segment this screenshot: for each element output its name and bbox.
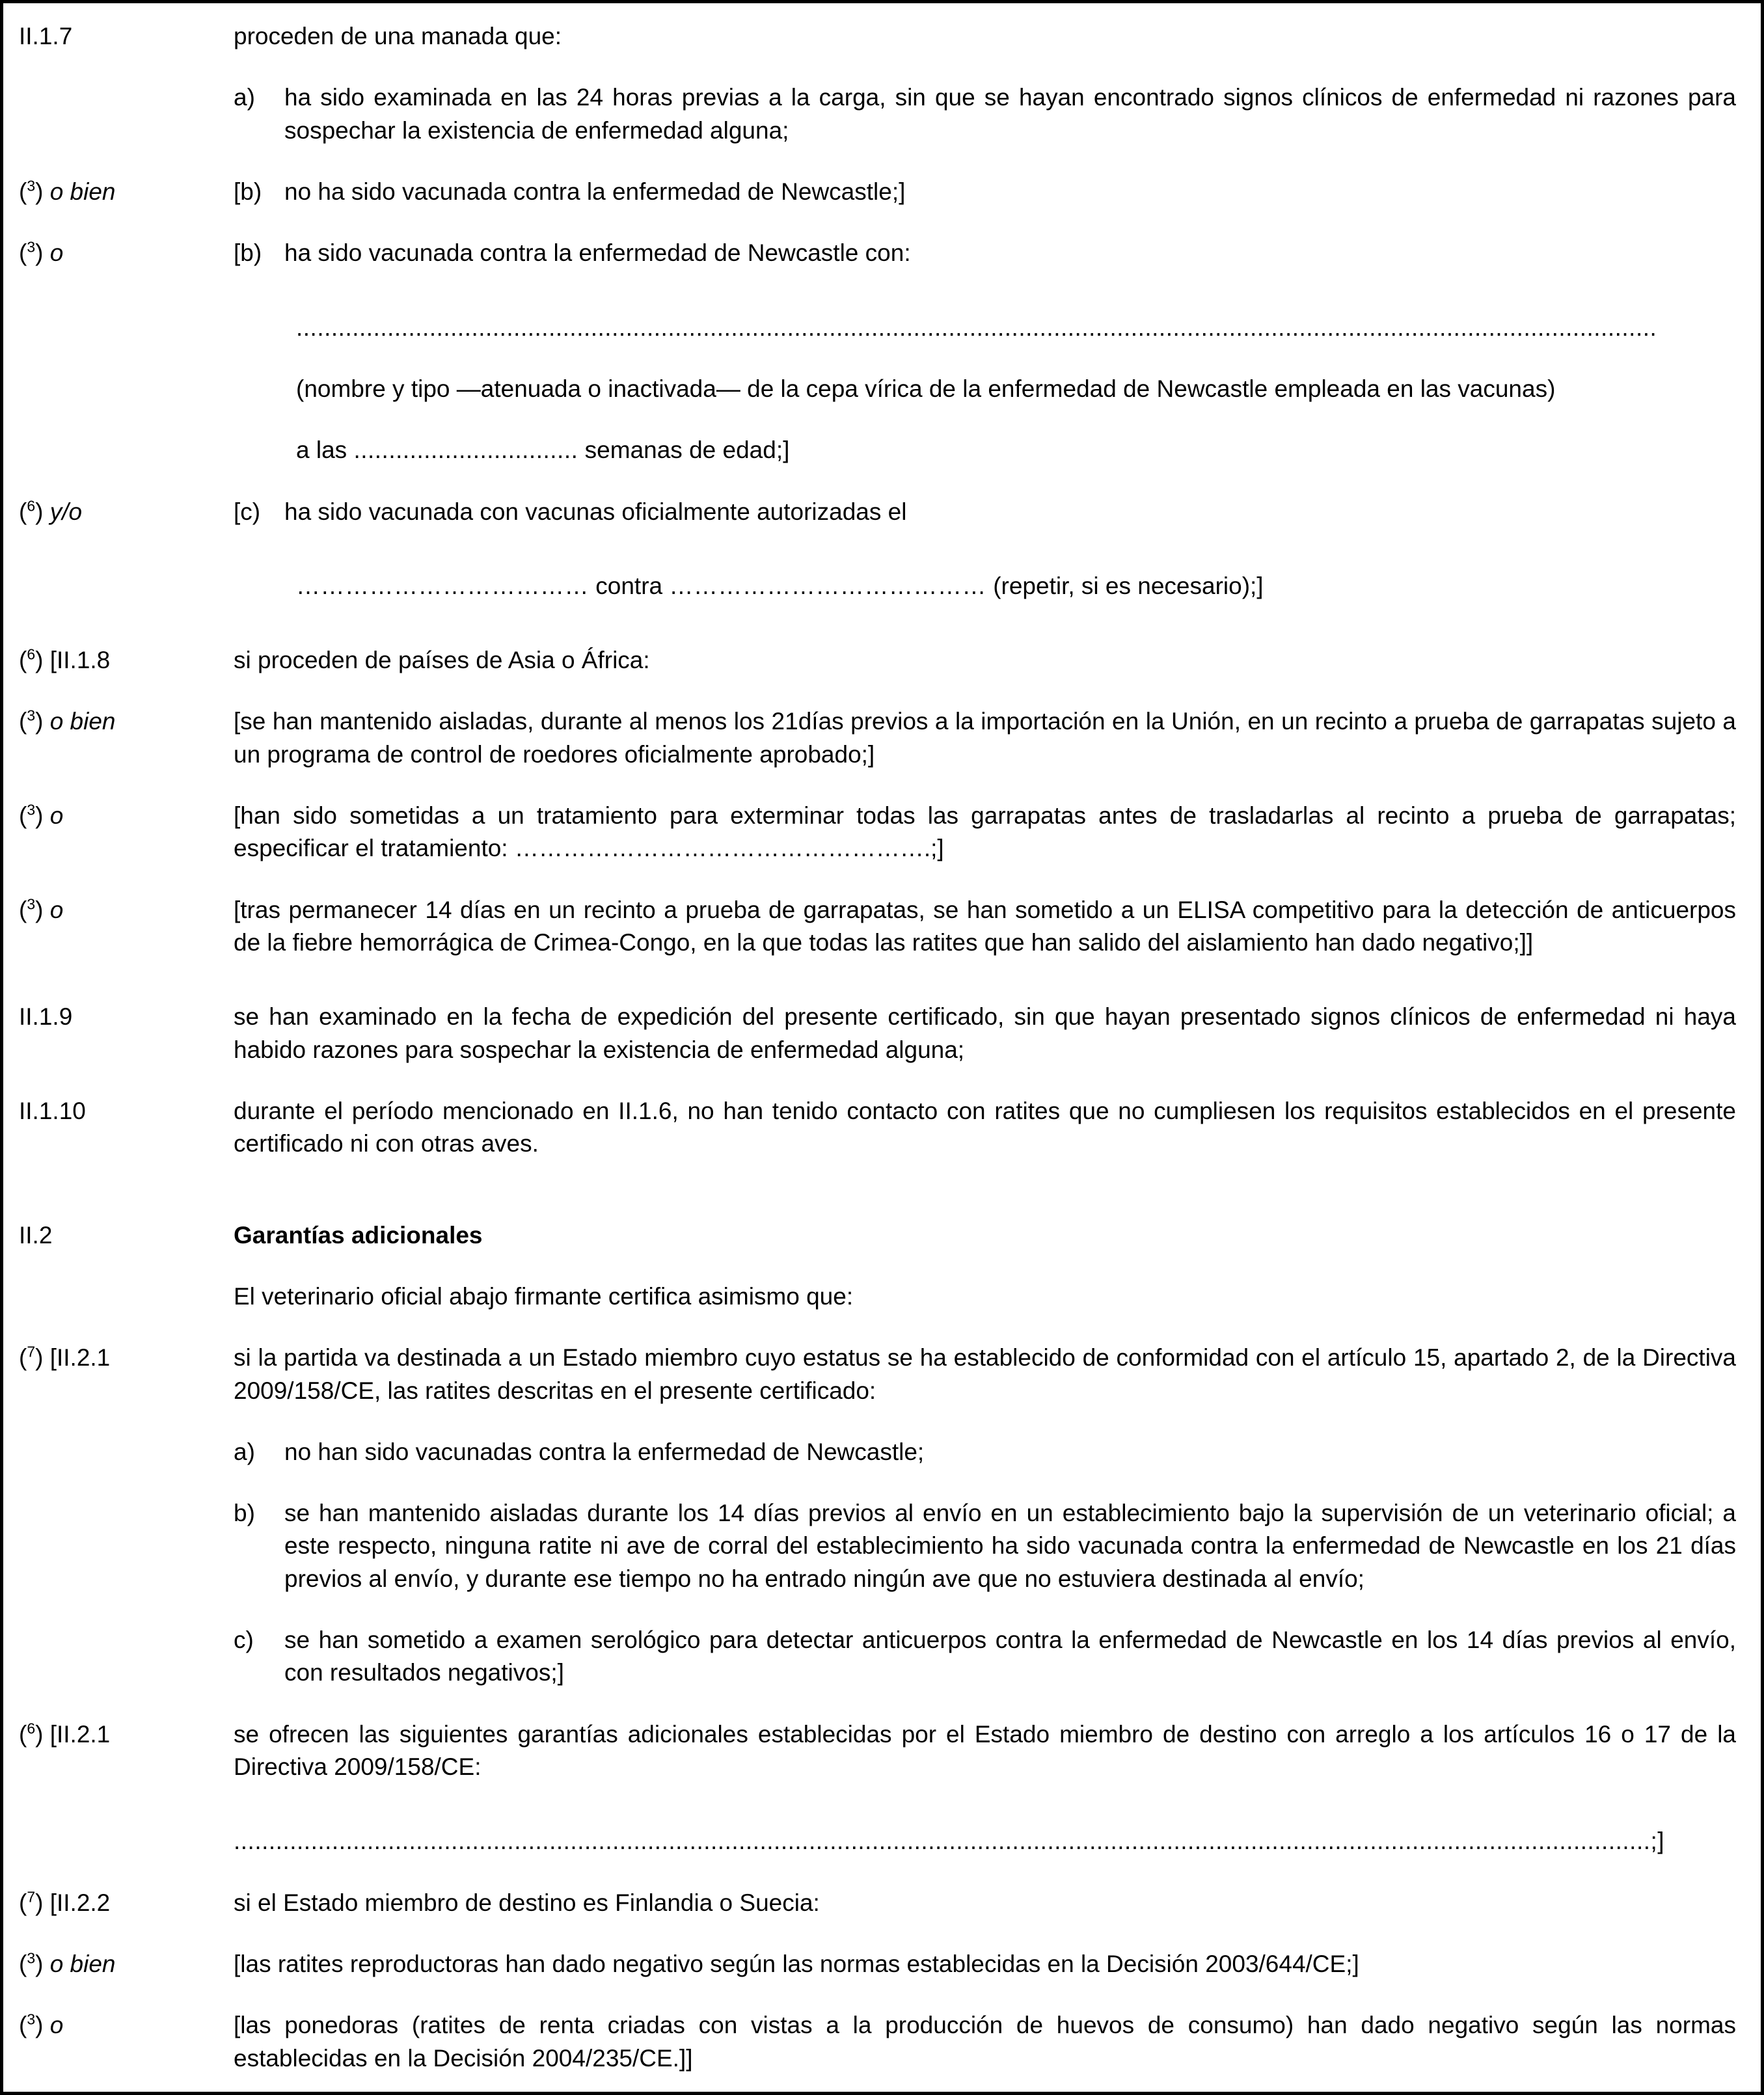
sub-item-marker-c: [c) bbox=[234, 498, 261, 525]
clause-text-ii-2-2: si el Estado miembro de destino es Finlandia o Suecia: bbox=[234, 1889, 820, 1916]
sub-item-b bbox=[234, 237, 1736, 269]
footnote-ref: 6 bbox=[27, 497, 36, 515]
clause-label-ii-1-10 bbox=[19, 1095, 234, 1128]
clause-row-ii-1-8-o-elisa bbox=[19, 894, 1737, 960]
sub-item-a bbox=[234, 81, 1736, 147]
clause-text-ii-2-2-o-bien: [las ratites reproductoras han dado negativo según las normas establecidas en la Decisión 2003/644/CE;] bbox=[234, 1950, 1359, 1977]
sub-item-b bbox=[234, 176, 1736, 208]
section-heading-garantias-adicionales: Garantías adicionales bbox=[234, 1221, 483, 1249]
footnote-ref: 3 bbox=[27, 177, 36, 195]
clause-text-ii-1-8-o-bien: [se han mantenido aisladas, durante al menos los 21días previos a la importación en la Unión, en un recinto a prueba de garrapatas sujeto a un programa de control de roedores oficialmente aprobado;] bbox=[234, 708, 1736, 768]
clause-row-vaccination-date-fill bbox=[19, 570, 1737, 602]
sub-item-text-a: no han sido vacunadas contra la enfermedad de Newcastle; bbox=[284, 1438, 925, 1465]
sub-item-marker-b: [b) bbox=[234, 239, 262, 267]
clause-row-age-weeks bbox=[19, 434, 1737, 466]
option-word: o bbox=[49, 2012, 64, 2039]
dotted-fill-date[interactable]: ……………………………… bbox=[296, 572, 589, 599]
fill-in-area-vaccine-name bbox=[234, 312, 1737, 344]
option-label-o-bien: ($^3$) o bien bbox=[19, 707, 116, 735]
spacer bbox=[19, 208, 1737, 237]
footnote-ref: 6 bbox=[27, 645, 36, 663]
clause-row-ii-2-1-b bbox=[19, 1497, 1737, 1595]
spacer bbox=[19, 1595, 1737, 1624]
clause-row-ii-1-10 bbox=[19, 1095, 1737, 1161]
spacer bbox=[19, 1919, 1737, 1948]
sub-item-c bbox=[234, 496, 1736, 528]
sub-item-marker-b: b) bbox=[234, 1500, 255, 1527]
spacer bbox=[19, 147, 1737, 176]
clause-row-ii-2-1-garantias bbox=[19, 1718, 1737, 1784]
spacer bbox=[19, 528, 1737, 570]
dotted-fill-line[interactable]: ..........................................................................................................................................................................................................;] bbox=[234, 1828, 1665, 1855]
clause-body-vaccination-date-fill bbox=[234, 570, 1737, 602]
footnote-ref: 3 bbox=[27, 707, 36, 725]
sub-item-c bbox=[234, 1624, 1736, 1690]
clause-number: II.1.7 bbox=[19, 23, 73, 49]
sub-item-text-c: ha sido vacunada con vacunas oficialmente autorizadas el bbox=[284, 498, 907, 525]
footnote-ref: 3 bbox=[27, 895, 36, 913]
footnote-ref: 7 bbox=[27, 1343, 36, 1360]
option-word: o bien bbox=[49, 178, 116, 205]
clause-number: II.1.9 bbox=[19, 1003, 73, 1031]
clause-number: II.1.10 bbox=[19, 1097, 86, 1124]
clause-row-ii-2-2-o-bien bbox=[19, 1948, 1737, 1980]
clause-label-ii-2-1-alt: ($^6$) [II.2.1 bbox=[19, 1720, 111, 1748]
clause-row-ii-1-7-b-vacunada bbox=[19, 237, 1737, 269]
clause-row-ii-1-7-a bbox=[19, 81, 1737, 147]
clause-number: [II.1.8 bbox=[49, 647, 111, 674]
sub-item-text-c: se han sometido a examen serológico para detectar anticuerpos contra la enfermedad de Newcastle en los 14 días previos al envío, con resultados negativos;] bbox=[284, 1627, 1736, 1686]
repeat-note: (repetir, si es necesario);] bbox=[993, 572, 1264, 599]
clause-text-ii-1-9: se han examinado en la fecha de expedición del presente certificado, sin que hayan presentado signos clínicos de enfermedad ni haya habido razones para sospechar la existencia de enfermedad alguna; bbox=[234, 1003, 1736, 1063]
spacer bbox=[19, 865, 1737, 894]
clause-text-ii-2-1-garantias: se ofrecen las siguientes garantías adicionales establecidas por el Estado miembro de destino con arreglo a los artículos 16 o 17 de la Directiva 2009/158/CE: bbox=[234, 1720, 1736, 1780]
clause-row-vaccine-name-fill bbox=[19, 312, 1737, 344]
contra-word: contra bbox=[595, 572, 663, 599]
spacer bbox=[19, 405, 1737, 434]
clause-row-ii-2-1-c bbox=[19, 1624, 1737, 1690]
clause-text-ii-2-1-estatus: si la partida va destinada a un Estado miembro cuyo estatus se ha establecido de conformidad con el artículo 15, apartado 2, de la Directiva 2009/158/CE, las ratites descritas en el presente certificado: bbox=[234, 1344, 1736, 1404]
clause-row-ii-2-heading bbox=[19, 1219, 1737, 1252]
option-word: o bbox=[49, 802, 64, 830]
sub-item-marker-c: c) bbox=[234, 1627, 254, 1654]
option-label-y-o: ($^6$) y/o bbox=[19, 497, 83, 525]
option-label-o: ($^3$) o bbox=[19, 238, 64, 267]
clause-row-ii-1-9 bbox=[19, 1001, 1737, 1066]
age-suffix: semanas de edad;] bbox=[584, 437, 790, 464]
sub-item-text-a: ha sido examinada en las 24 horas previas a la carga, sin que se hayan encontrado signos clínicos de enfermedad ni razones para sospechar la existencia de enfermedad alguna; bbox=[284, 84, 1736, 144]
sub-item-a bbox=[234, 1436, 1736, 1468]
clause-row-ii-1-8-o-bien bbox=[19, 705, 1737, 771]
age-prefix: a las bbox=[296, 437, 347, 464]
footnote-ref: 3 bbox=[27, 238, 36, 256]
clause-text-ii-1-8-o-tratamiento: [han sido sometidas a un tratamiento para exterminar todas las garrapatas antes de trasladarlas al recinto a prueba de garrapatas; especificar el tratamiento: …………………………………………….;] bbox=[234, 802, 1736, 862]
clause-body-ii-2-1-c bbox=[234, 1624, 1737, 1690]
spacer bbox=[19, 467, 1737, 496]
footnote-ref: 3 bbox=[27, 801, 36, 818]
sub-item-b bbox=[234, 1497, 1736, 1595]
footnote-ref: 6 bbox=[27, 1720, 36, 1737]
clause-number: II.2 bbox=[19, 1221, 53, 1249]
option-label-o: ($^3$) o bbox=[19, 895, 64, 923]
clause-text-ii-2-2-o: [las ponedoras (ratites de renta criadas con vistas a la producción de huevos de consumo) han dado negativo según las normas establecidas en la Decisión 2004/235/CE.]] bbox=[234, 2012, 1736, 2072]
spacer bbox=[19, 1161, 1737, 1219]
clause-body-ii-1-7-b-no-vacunada bbox=[234, 176, 1737, 208]
sub-item-text-b: no ha sido vacunada contra la enfermedad de Newcastle;] bbox=[284, 178, 906, 205]
footnote-ref: 3 bbox=[27, 2010, 36, 2028]
clause-number: [II.2.1 bbox=[49, 1720, 111, 1748]
clause-body-ii-1-7-a bbox=[234, 81, 1737, 147]
option-word: o bbox=[49, 896, 64, 923]
sub-item-marker-a: a) bbox=[234, 84, 255, 111]
clause-text-ii-1-8-o-elisa: [tras permanecer 14 días en un recinto a prueba de garrapatas, se han sometido a un ELISA competitivo para la detección de anticuerpos de la fiebre hemorrágica de Crimea-Congo, en la que todas las ratites que han salido del aislamiento han dado negativo;]] bbox=[234, 896, 1736, 956]
clause-number: [II.2.2 bbox=[49, 1889, 111, 1916]
dotted-fill-disease[interactable]: ………………………………… bbox=[669, 572, 986, 599]
spacer bbox=[19, 1066, 1737, 1095]
option-label-o-bien: ($^3$) o bien bbox=[19, 1949, 116, 1977]
clause-row-vaccine-caption bbox=[19, 373, 1737, 405]
footnote-ref: 3 bbox=[27, 1949, 36, 1967]
clause-body-ii-2-1-a bbox=[234, 1436, 1737, 1468]
clause-row-ii-2-1-a bbox=[19, 1436, 1737, 1468]
clause-row-ii-2-2-o bbox=[19, 2009, 1737, 2075]
clause-row-ii-1-7-b-no-vacunada bbox=[19, 176, 1737, 208]
footnote-ref: 7 bbox=[27, 1888, 36, 1906]
clause-row-ii-1-7-c bbox=[19, 496, 1737, 528]
option-word: o bien bbox=[49, 708, 116, 735]
spacer bbox=[19, 1858, 1737, 1887]
clause-row-ii-2-2 bbox=[19, 1887, 1737, 1919]
clause-text-ii-1-7: proceden de una manada que: bbox=[234, 23, 562, 49]
clause-row-ii-1-7 bbox=[19, 20, 1737, 53]
clause-label-ii-1-7 bbox=[19, 20, 234, 53]
option-label-o: ($^3$) o bbox=[19, 801, 64, 830]
spacer bbox=[19, 771, 1737, 800]
spacer bbox=[19, 677, 1737, 705]
option-label-o: ($^3$) o bbox=[19, 2010, 64, 2039]
clause-label-ii-1-8: ($^6$) [II.1.8 bbox=[19, 645, 111, 674]
clause-text-ii-1-10: durante el período mencionado en II.1.6, no han tenido contacto con ratites que no cumpliesen los requisitos establecidos en el presente certificado ni con otras aves. bbox=[234, 1097, 1736, 1157]
spacer bbox=[19, 1468, 1737, 1497]
clause-label-ii-1-9 bbox=[19, 1001, 234, 1033]
clause-body-vaccine-caption bbox=[234, 373, 1737, 405]
clause-row-ii-2-1-estatus bbox=[19, 1342, 1737, 1407]
clause-row-ii-2-intro bbox=[19, 1280, 1737, 1313]
age-dotted-fill[interactable]: ................................ bbox=[353, 437, 578, 464]
spacer bbox=[19, 1980, 1737, 2009]
spacer bbox=[19, 1783, 1737, 1825]
clause-label-ii-2 bbox=[19, 1219, 234, 1252]
spacer bbox=[19, 1252, 1737, 1280]
spacer bbox=[19, 959, 1737, 1001]
clause-body-ii-2-1-b bbox=[234, 1497, 1737, 1595]
sub-item-text-b: se han mantenido aisladas durante los 14 días previos al envío en un establecimiento bajo la supervisión de un veterinario oficial; a este respecto, ninguna ratite ni ave de corral del establecimiento ha sido vacunada contra la enfermedad de Newcastle en los 21 días previos al envío, y durante ese tiempo no ha entrado ningún ave que no estuviera destinada al envío; bbox=[284, 1500, 1736, 1592]
clause-number: [II.2.1 bbox=[49, 1344, 111, 1372]
clause-text-ii-2-intro: El veterinario oficial abajo firmante certifica asimismo que: bbox=[234, 1282, 854, 1310]
sub-item-marker-a: a) bbox=[234, 1438, 255, 1465]
caption-text: (nombre y tipo —atenuada o inactivada— de la cepa vírica de la enfermedad de Newcastle empleada en las vacunas) bbox=[296, 375, 1556, 402]
clause-label-ii-2-2: ($^7$) [II.2.2 bbox=[19, 1888, 111, 1916]
clause-body-age-weeks bbox=[234, 434, 1737, 466]
clause-row-ii-1-8-o-tratamiento bbox=[19, 800, 1737, 865]
spacer bbox=[19, 1407, 1737, 1436]
spacer bbox=[19, 270, 1737, 312]
clause-body-ii-1-7-c bbox=[234, 496, 1737, 528]
clause-label-ii-2-1: ($^7$) [II.2.1 bbox=[19, 1343, 111, 1372]
spacer bbox=[19, 1313, 1737, 1342]
sub-item-text-b: ha sido vacunada contra la enfermedad de Newcastle con: bbox=[284, 239, 911, 267]
clause-text-ii-1-8: si proceden de países de Asia o África: bbox=[234, 647, 650, 674]
option-label-o-bien: ($^3$) o bien bbox=[19, 177, 116, 205]
option-word: o bien bbox=[49, 1950, 116, 1977]
dotted-fill-line[interactable]: .................................................................................................................................................................................................. bbox=[296, 314, 1657, 341]
spacer bbox=[19, 1690, 1737, 1718]
clause-row-garantias-fill bbox=[19, 1825, 1737, 1858]
spacer bbox=[19, 602, 1737, 644]
sub-item-marker-b: [b) bbox=[234, 178, 262, 205]
spacer bbox=[19, 53, 1737, 81]
certificate-clause-list bbox=[19, 20, 1737, 2075]
option-word: o bbox=[49, 239, 64, 267]
clause-row-ii-1-8 bbox=[19, 644, 1737, 677]
spacer bbox=[19, 344, 1737, 373]
clause-body-ii-1-7-b-vacunada bbox=[234, 237, 1737, 269]
option-word: y/o bbox=[49, 498, 83, 525]
fill-in-area-garantias bbox=[234, 1825, 1737, 1858]
